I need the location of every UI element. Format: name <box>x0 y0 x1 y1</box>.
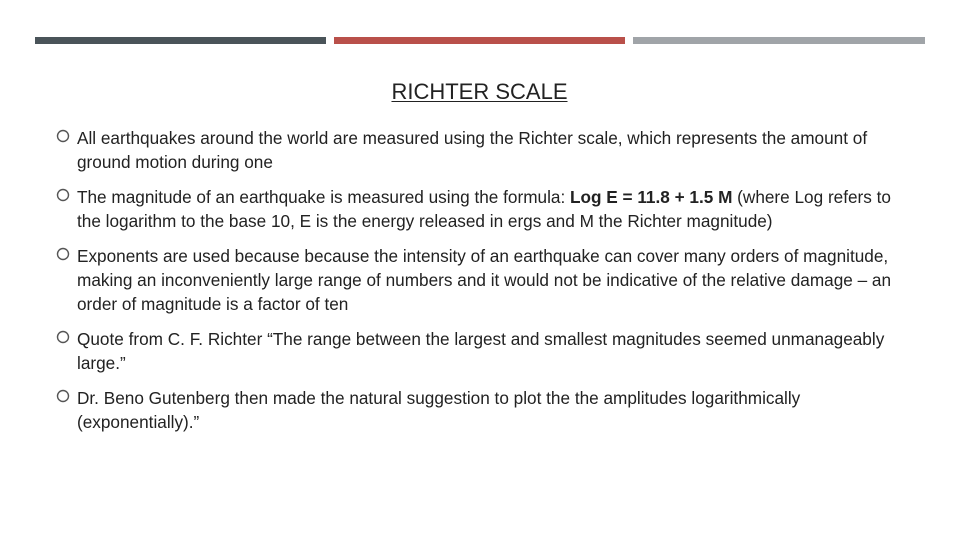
slide-title <box>0 79 960 105</box>
accent-bar-red <box>334 37 625 44</box>
bullet-item-richter-scale <box>56 126 916 174</box>
circle-bullet-icon <box>56 247 72 263</box>
circle-bullet-icon <box>56 389 72 405</box>
bullet-item-gutenberg <box>56 386 916 434</box>
circle-bullet-icon <box>56 129 72 145</box>
circle-bullet-icon <box>56 188 72 204</box>
circle-bullet-icon <box>56 330 72 346</box>
bullet-text: Quote from C. F. Richter “The range between the largest and smallest magnitudes seemed unmanageably large.” <box>77 329 885 373</box>
bullet-text: Dr. Beno Gutenberg then made the natural suggestion to plot the the amplitudes logarithmically (exponentially).” <box>77 388 801 432</box>
slide-title-text: RICHTER SCALE <box>391 79 568 104</box>
bullet-item-exponents <box>56 244 916 316</box>
accent-bar-gray <box>633 37 925 44</box>
accent-bar-dark <box>35 37 326 44</box>
bullet-text-before-formula: The magnitude of an earthquake is measured using the formula: <box>77 187 570 207</box>
formula-text: Log E = 11.8 + 1.5 M <box>570 187 733 207</box>
bullet-list <box>56 126 916 434</box>
bullet-item-formula <box>56 185 916 233</box>
top-accent-bars <box>35 37 925 44</box>
bullet-text: Exponents are used because because the intensity of an earthquake can cover many orders of magnitude, making an inconveniently large range of numbers and it would not be indicative of the relative damage – an order of magnitude is a factor of ten <box>77 246 892 314</box>
bullet-text-after-formula: (where Log refers to the logarithm to the base 10, E is the energy released in ergs and M the Richter magnitude) <box>77 187 891 231</box>
bullet-text: All earthquakes around the world are measured using the Richter scale, which represents the amount of ground motion during one <box>77 128 868 172</box>
bullet-item-richter-quote <box>56 327 916 375</box>
